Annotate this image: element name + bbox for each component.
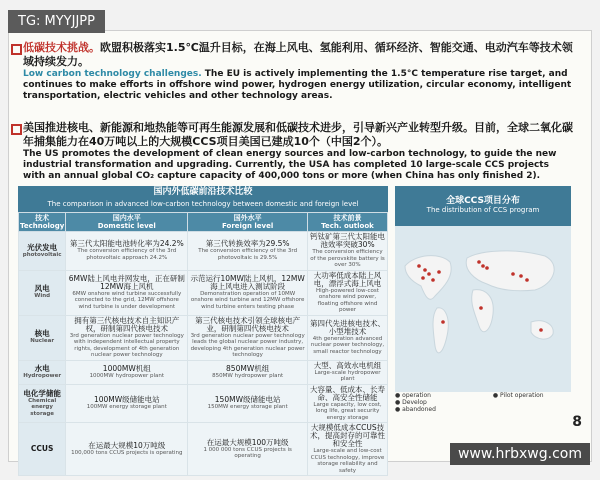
table-cell: CCUS [19,423,66,476]
table-cell: 第三代转换效率为29.5% The conversion efficiency of the 3rd photovoltaic is 29.5% [188,232,308,271]
bullet-eu-en: Low carbon technology challenges. The EU is actively implementing the 1.5°C temperature rise target, and continues to make efforts in offshore wind power, hydrogen energy utilization, circular economy, intelligent transportation, electric vehicles and other technology areas. [23,69,572,101]
table-row [19,384,388,423]
table-cell: 水电 Hydropower [19,360,66,384]
table-header: 技术 Technology [20,214,65,230]
bullet-us [23,121,573,182]
bullet-eu-zh: 低碳技术挑战。欧盟积极落实1.5℃温升目标，在海上风电、氢能利用、循环经济、智能交通、电动汽车等技术领域持续发力。 [23,41,573,68]
world-map [395,226,571,392]
watermark-top: TG: MYYJJPP [8,10,105,33]
bullet-square-icon [11,124,22,135]
bullet-us-zh: 美国推进核电、新能源和地热能等可再生能源发展和低碳技术进步，引导新兴产业转型升级。目前，全球二氧化碳年捕集能力在40万吨以上的大规模CCS项目美国已建成10个（中国2个）。 [23,121,573,148]
table-row [19,360,388,384]
table-row [19,423,388,476]
legend-pilot: ● Pilot operation [492,392,544,399]
bullet-eu [23,41,573,102]
table-cell: 100MW级储能电站 100MW energy storage plant [66,384,188,423]
map-legend [395,392,571,413]
bullet-square-icon [11,44,22,55]
table-cell: 在运最大规模100万吨级 1 000 000 tons CCUS projects is operating [188,423,308,476]
table-cell: 6MW陆上风电并网发电，正在研制12MW海上风机 6MW onshore wind turbine successfully connected to the grid, 12MW offshore wind turbine is under development [66,270,188,315]
bullet-us-en: The US promotes the development of clean energy sources and low-carbon technology, to guide the new industrial transformation and upgrading. Currently, the USA has completed 10 large-scale CCS projects with an annual global CO₂ capture capacity of 400,000 tons or more (when China has only finished 2). [23,149,557,181]
legend-operation: ● operation [395,392,431,399]
map-title: 全球CCS项目分布 The distribution of CCS program [395,186,571,226]
ccs-map-panel [395,186,571,392]
table-row [19,270,388,315]
table-cell: 大功率低成本陆上风电，漂浮式海上风电 High-powered low-cost onshore wind power, floating offshore wind power [308,270,388,315]
table-cell: 电化学储能 Chemical energy storage [19,384,66,423]
table-cell: 示范运行10MW陆上风机，12MW海上风电进入测试阶段 Demonstration operation of 10MW onshore wind turbine and 12MW offshore wind turbine enters testing phase [188,270,308,315]
table-cell: 大容量、低成本、长寿命、高安全性储能 Large capacity, low cost, long life, great security energy storage [308,384,388,423]
table-cell: 大型、高效水电机组 Large-scale hydropower plant [308,360,388,384]
table-title: 国内外低碳前沿技术比较 The comparison in advanced low-carbon technology between domestic and foreign level [18,186,388,212]
table-header: 技术前景 Tech. outlook [308,213,388,232]
table-cell: 150MW级储能电站 150MW energy storage plant [188,384,308,423]
table-cell: 拥有第三代核电技术自主知识产权，研制第四代核电技术 3rd generation nuclear power technology with independent intellectual property rights, development of 4th generation nuclear power technology [66,315,188,360]
table-cell: 大规模低成本CCUS技术，提高封存的可靠性和安全性 Large-scale and low-cost CCUS technology, improve storage reliability and safety [308,423,388,476]
table-header: 国内水平 Domestic level [66,213,188,232]
table-cell: 钙钛矿第三代太阳能电池效率突破30% The conversion efficiency of the perovskite battery is over 30% [308,232,388,271]
table-cell: 第三代核电技术引领全球核电产业，研制第四代核电技术 3rd generation nuclear power technology leads the global nuclear power industry, developing 4th generation nuclear power technology [188,315,308,360]
table-row [19,315,388,360]
page-number: 8 [572,414,582,430]
legend-develop: ● Develop [395,399,427,406]
table-cell: 光伏发电 photovoltaic [19,232,66,271]
table-cell: 在运最大规模10万吨级 100,000 tons CCUS projects is operating [66,423,188,476]
table-cell: 1000MW机组 1000MW hydropower plant [66,360,188,384]
watermark-bottom: www.hrbxwg.com [450,443,590,465]
table-cell: 第三代太阳能电池转化率为24.2% The conversion efficiency of the 3rd photovoltaic approach 24.2% [66,232,188,271]
table-header: 国外水平 Foreign level [188,213,308,232]
table-cell: 核电 Nuclear [19,315,66,360]
table-row [19,232,388,271]
comparison-table [18,212,388,476]
table-cell: 风电 Wind [19,270,66,315]
legend-abandoned: ● abandoned [395,406,436,413]
table-cell: 第四代先进核电技术、小型堆技术 4th generation advanced nuclear power technology, small reactor technology [308,315,388,360]
table-cell: 850MW机组 850MW hydropower plant [188,360,308,384]
